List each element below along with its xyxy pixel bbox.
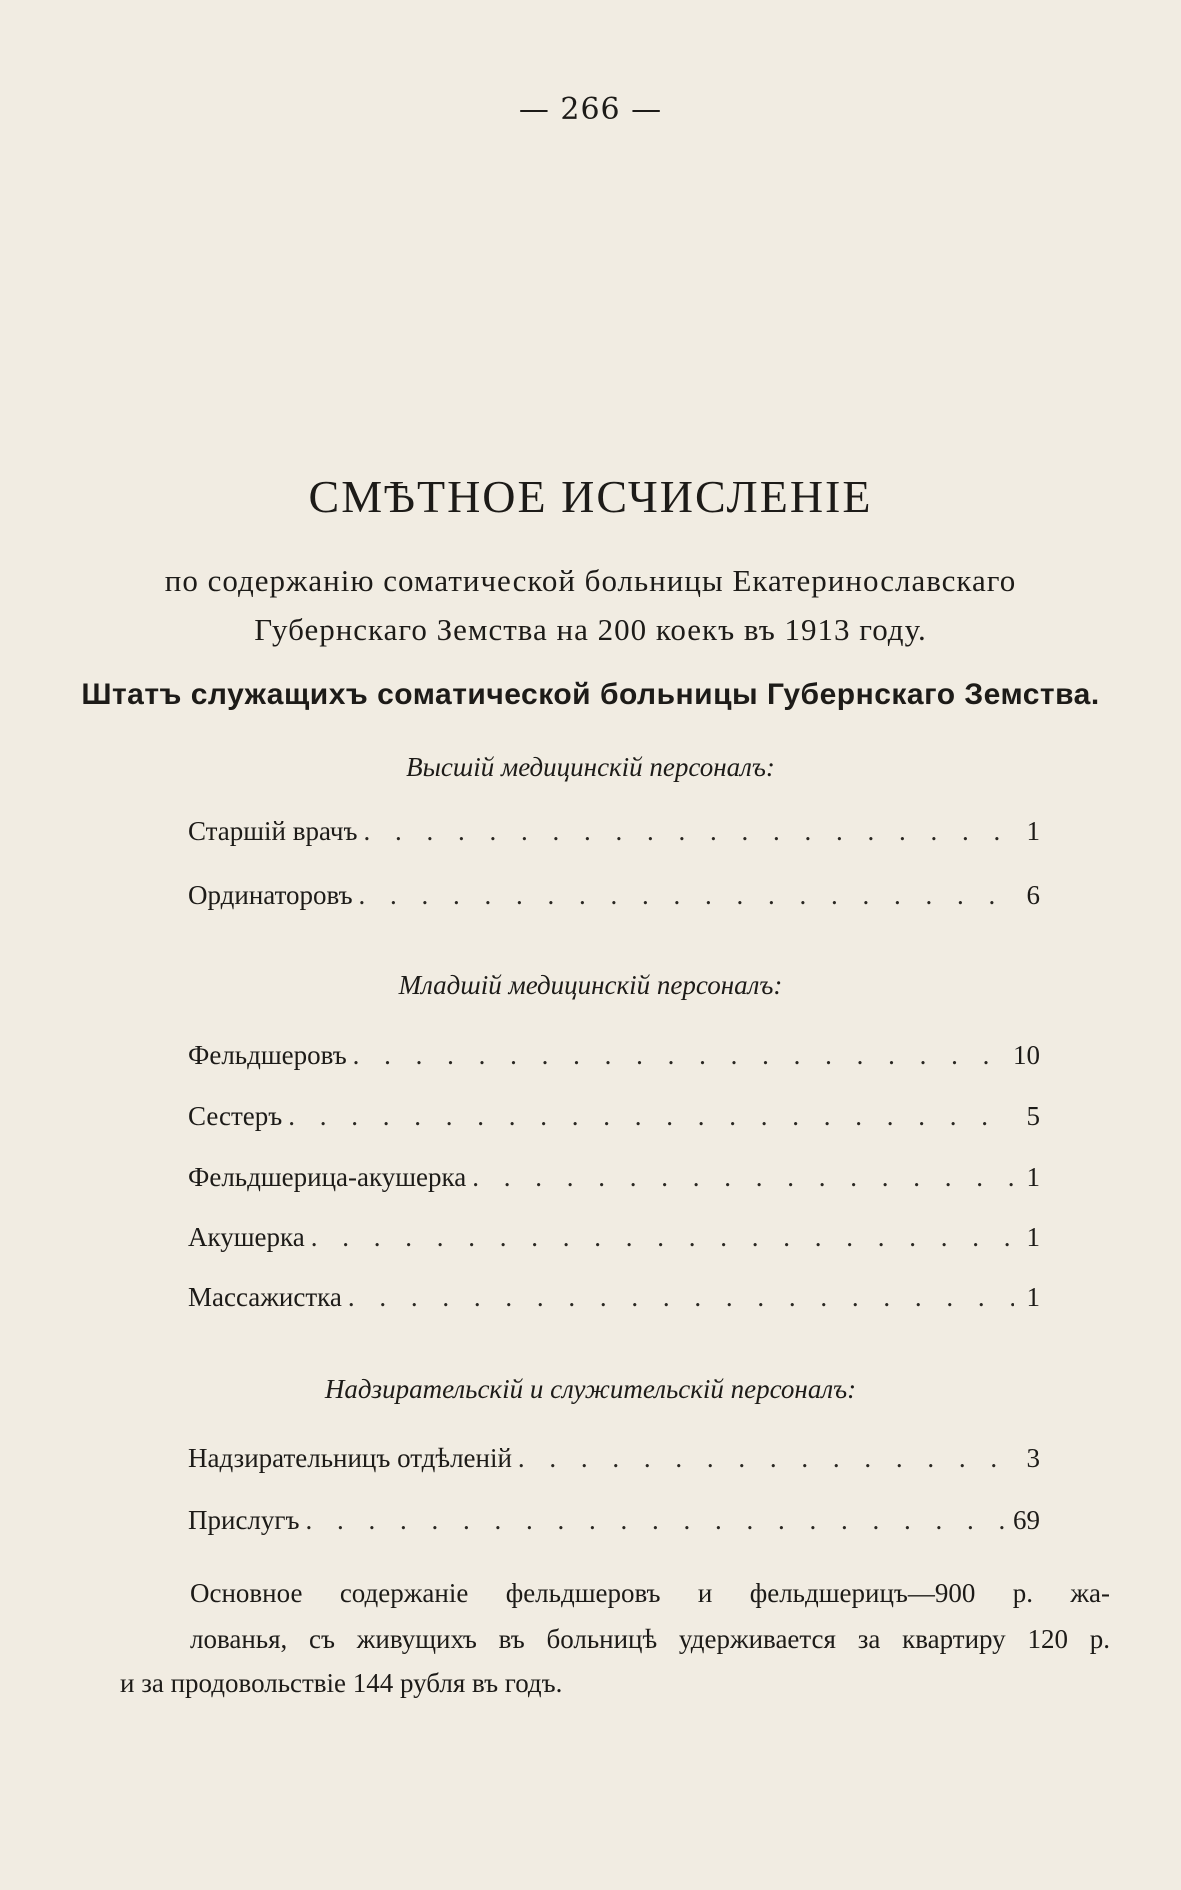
dot-leader <box>472 1162 1014 1193</box>
staff-row-count: 1 <box>1026 1162 1040 1192</box>
dot-leader <box>353 1040 1007 1071</box>
staff-row-count: 6 <box>1026 880 1040 910</box>
note-line-2: лованья, съ живущихъ въ больницѣ удерживается за квартиру 120 р. <box>190 1624 1110 1654</box>
staff-row <box>188 1443 1040 1483</box>
staff-row <box>188 1505 1040 1545</box>
staff-row <box>188 1101 1040 1141</box>
staff-row <box>188 1222 1040 1262</box>
dot-leader <box>518 1443 1014 1474</box>
staff-row-name: Ординаторовъ <box>188 880 353 910</box>
staff-row <box>188 1040 1040 1080</box>
staff-row-name: Надзирательницъ отдѣленій <box>188 1443 512 1473</box>
staff-row-name: Фельдшеровъ <box>188 1040 347 1070</box>
staff-row-count: 69 <box>1013 1505 1040 1535</box>
staff-row-name: Старшій врачъ <box>188 816 358 846</box>
dot-leader <box>363 816 1014 847</box>
staff-row <box>188 1282 1040 1322</box>
dot-leader <box>348 1282 1014 1313</box>
section-heading-supervisory-service: Надзирательскій и служительскій персоналъ: <box>324 1374 857 1404</box>
section-heading-senior-medical: Высшій медицинскій персоналъ: <box>406 752 775 782</box>
staff-row-name: Прислугъ <box>188 1505 300 1535</box>
staff-row-count: 3 <box>1026 1443 1040 1473</box>
note-line-1: Основное содержаніе фельдшеровъ и фельдшерицъ—900 р. жа- <box>190 1578 1110 1608</box>
staff-row-count: 1 <box>1026 1222 1040 1252</box>
staff-row-count: 1 <box>1026 816 1040 846</box>
staff-row <box>188 880 1040 920</box>
staff-row-name: Массажистка <box>188 1282 342 1312</box>
dot-leader <box>288 1101 1014 1132</box>
dot-leader <box>359 880 1014 911</box>
staff-row-count: 10 <box>1013 1040 1040 1070</box>
staff-row-name: Сестеръ <box>188 1101 283 1131</box>
note-line-3: и за продовольствіе 144 рубля въ годъ. <box>120 1668 563 1698</box>
staff-row-name: Фельдшерица-акушерка <box>188 1162 467 1192</box>
subtitle-line-1: по содержанію соматической больницы Екатеринославскаго <box>164 563 1017 598</box>
staff-row-count: 1 <box>1026 1282 1040 1312</box>
dot-leader <box>311 1222 1014 1253</box>
subtitle-line-2: Губернскаго Земства на 200 коекъ въ 1913 году. <box>254 612 927 647</box>
staff-heading: Штатъ служащихъ соматической больницы Губернскаго Земства. <box>81 678 1100 711</box>
section-heading-junior-medical: Младшій медицинскій персоналъ: <box>398 970 783 1000</box>
dot-leader <box>305 1505 1007 1536</box>
staff-row-count: 5 <box>1026 1101 1040 1131</box>
document-title: СМѢТНОЕ ИСЧИСЛЕНІЕ <box>308 471 873 522</box>
page-number: — 266 — <box>518 92 663 127</box>
staff-row-name: Акушерка <box>188 1222 305 1252</box>
staff-row <box>188 1162 1040 1202</box>
staff-row <box>188 816 1040 856</box>
